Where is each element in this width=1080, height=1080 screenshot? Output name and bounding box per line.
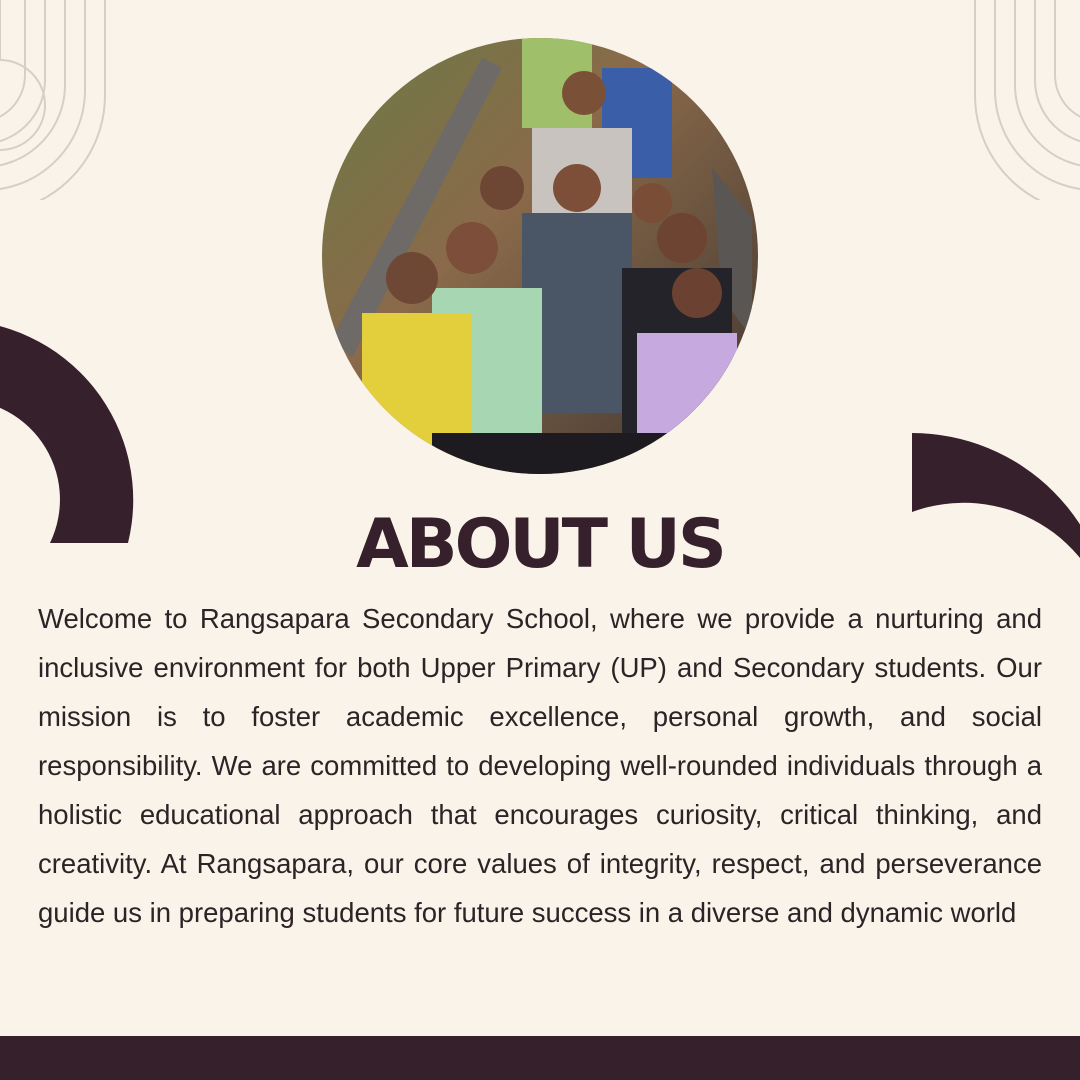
footer-bar <box>0 1036 1080 1080</box>
decorative-lines-top-right <box>970 0 1080 200</box>
group-photo <box>322 38 758 474</box>
decorative-lines-top-left <box>0 0 110 200</box>
about-paragraph: Welcome to Rangsapara Secondary School, where we provide a nurturing and inclusive environment for both Upper Primary (UP) and Secondary students. Our mission is to foster academic excellence, personal growth, and social responsibility. We are committed to developing well-rounded individuals through a holistic educational approach that encourages curiosity, critical thinking, and creativity. At Rangsapara, our core values of integrity, respect, and perseverance guide us in preparing students for future success in a diverse and dynamic world <box>38 603 1042 928</box>
page-title: ABOUT US <box>356 505 724 584</box>
